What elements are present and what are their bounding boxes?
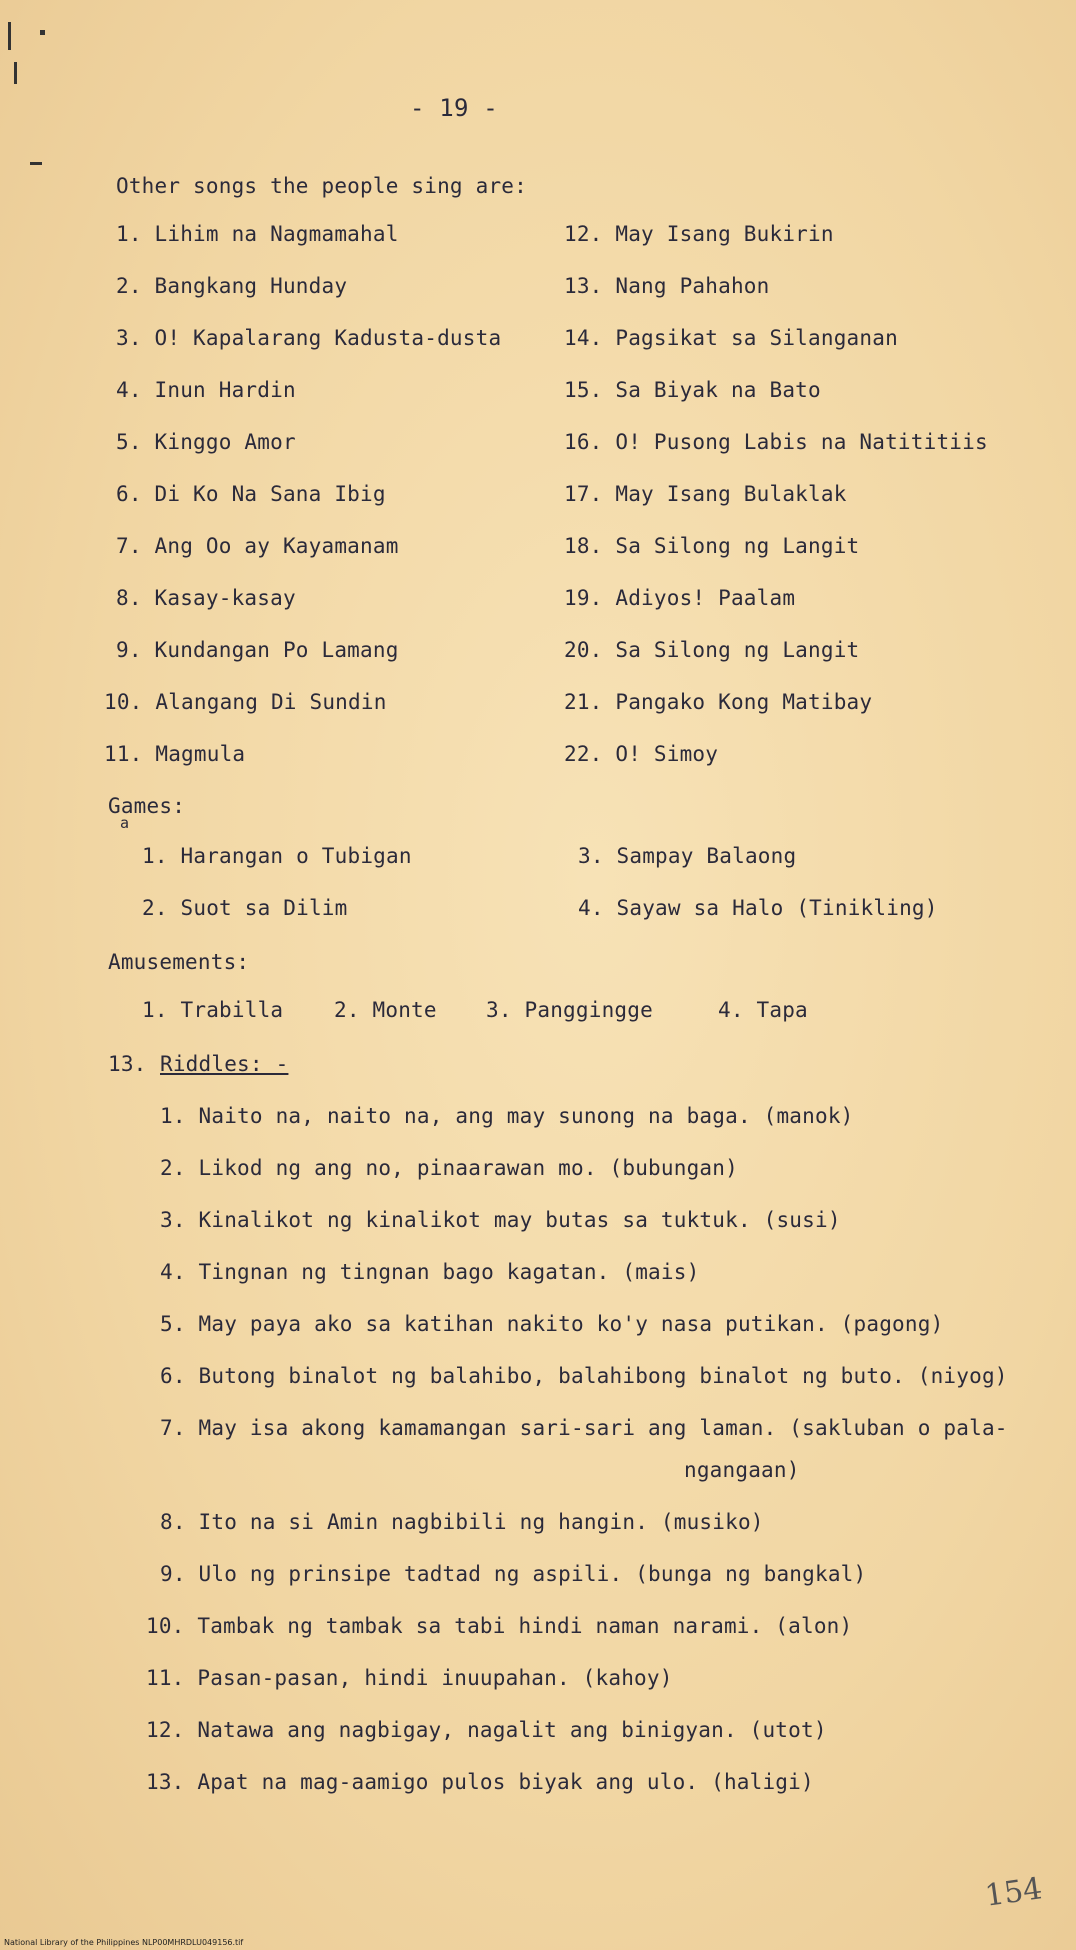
list-item: 3. Panggingge (486, 998, 653, 1022)
amusements-heading: Amusements: (108, 950, 250, 974)
list-item: 10. Alangang Di Sundin (104, 690, 387, 714)
list-item: 1. Trabilla (142, 998, 284, 1022)
list-item: 1. Lihim na Nagmamahal (116, 222, 399, 246)
list-item: 6. Butong binalot ng balahibo, balahibong binalot ng buto. (niyog) (160, 1364, 1008, 1388)
margin-mark (40, 30, 45, 35)
list-item: 11. Pasan-pasan, hindi inuupahan. (kahoy) (146, 1666, 673, 1690)
margin-mark (30, 162, 42, 165)
games-heading-subscript: a (120, 814, 130, 832)
list-item: 10. Tambak ng tambak sa tabi hindi naman narami. (alon) (146, 1614, 853, 1638)
list-item: 9. Ulo ng prinsipe tadtad ng aspili. (bunga ng bangkal) (160, 1562, 867, 1586)
list-item: 16. O! Pusong Labis na Natititiis (564, 430, 988, 454)
games-heading: Games: (108, 794, 186, 818)
list-item: 3. Kinalikot ng kinalikot may butas sa tuktuk. (susi) (160, 1208, 841, 1232)
list-item: 15. Sa Biyak na Bato (564, 378, 821, 402)
list-item: 3. Sampay Balaong (578, 844, 797, 868)
list-item: 22. O! Simoy (564, 742, 719, 766)
intro-text: Other songs the people sing are: (116, 174, 527, 198)
list-item: 3. O! Kapalarang Kadusta-dusta (116, 326, 502, 350)
list-item: 12. Natawa ang nagbigay, nagalit ang binigyan. (utot) (146, 1718, 827, 1742)
list-item: 12. May Isang Bukirin (564, 222, 834, 246)
list-item: 13. Nang Pahahon (564, 274, 770, 298)
list-item: 2. Bangkang Hunday (116, 274, 348, 298)
list-item: 2. Monte (334, 998, 437, 1022)
riddles-section-number: 13. (108, 1052, 147, 1076)
list-item: 14. Pagsikat sa Silanganan (564, 326, 898, 350)
list-item: 9. Kundangan Po Lamang (116, 638, 399, 662)
list-item: 4. Tingnan ng tingnan bago kagatan. (mais) (160, 1260, 700, 1284)
list-item: 2. Suot sa Dilim (142, 896, 348, 920)
list-item: 17. May Isang Bulaklak (564, 482, 847, 506)
list-item: 5. May paya ako sa katihan nakito ko'y nasa putikan. (pagong) (160, 1312, 944, 1336)
list-item: 8. Kasay-kasay (116, 586, 296, 610)
list-item: 4. Tapa (718, 998, 808, 1022)
list-item: 7. May isa akong kamamangan sari-sari ang laman. (sakluban o pala- (160, 1416, 1008, 1440)
list-item: 1. Harangan o Tubigan (142, 844, 412, 868)
page-stamp: 154 (982, 1871, 1045, 1914)
list-item: 7. Ang Oo ay Kayamanam (116, 534, 399, 558)
list-item: 20. Sa Silong ng Langit (564, 638, 860, 662)
margin-mark (14, 62, 17, 84)
list-item: 5. Kinggo Amor (116, 430, 296, 454)
list-item-continuation: ngangaan) (684, 1458, 800, 1482)
list-item: 13. Apat na mag-aamigo pulos biyak ang ulo. (haligi) (146, 1770, 814, 1794)
page-number: - 19 - (410, 94, 498, 122)
list-item: 1. Naito na, naito na, ang may sunong na baga. (manok) (160, 1104, 854, 1128)
list-item: 4. Inun Hardin (116, 378, 296, 402)
list-item: 18. Sa Silong ng Langit (564, 534, 860, 558)
riddles-heading: Riddles: - (160, 1052, 289, 1076)
list-item: 8. Ito na si Amin nagbibili ng hangin. (musiko) (160, 1510, 764, 1534)
list-item: 6. Di Ko Na Sana Ibig (116, 482, 386, 506)
list-item: 19. Adiyos! Paalam (564, 586, 796, 610)
margin-mark (8, 22, 11, 50)
list-item: 11. Magmula (104, 742, 246, 766)
scan-footer: National Library of the Philippines NLP00MHRDLU049156.tif (4, 1938, 244, 1947)
list-item: 21. Pangako Kong Matibay (564, 690, 873, 714)
list-item: 4. Sayaw sa Halo (Tinikling) (578, 896, 938, 920)
list-item: 2. Likod ng ang no, pinaarawan mo. (bubungan) (160, 1156, 738, 1180)
